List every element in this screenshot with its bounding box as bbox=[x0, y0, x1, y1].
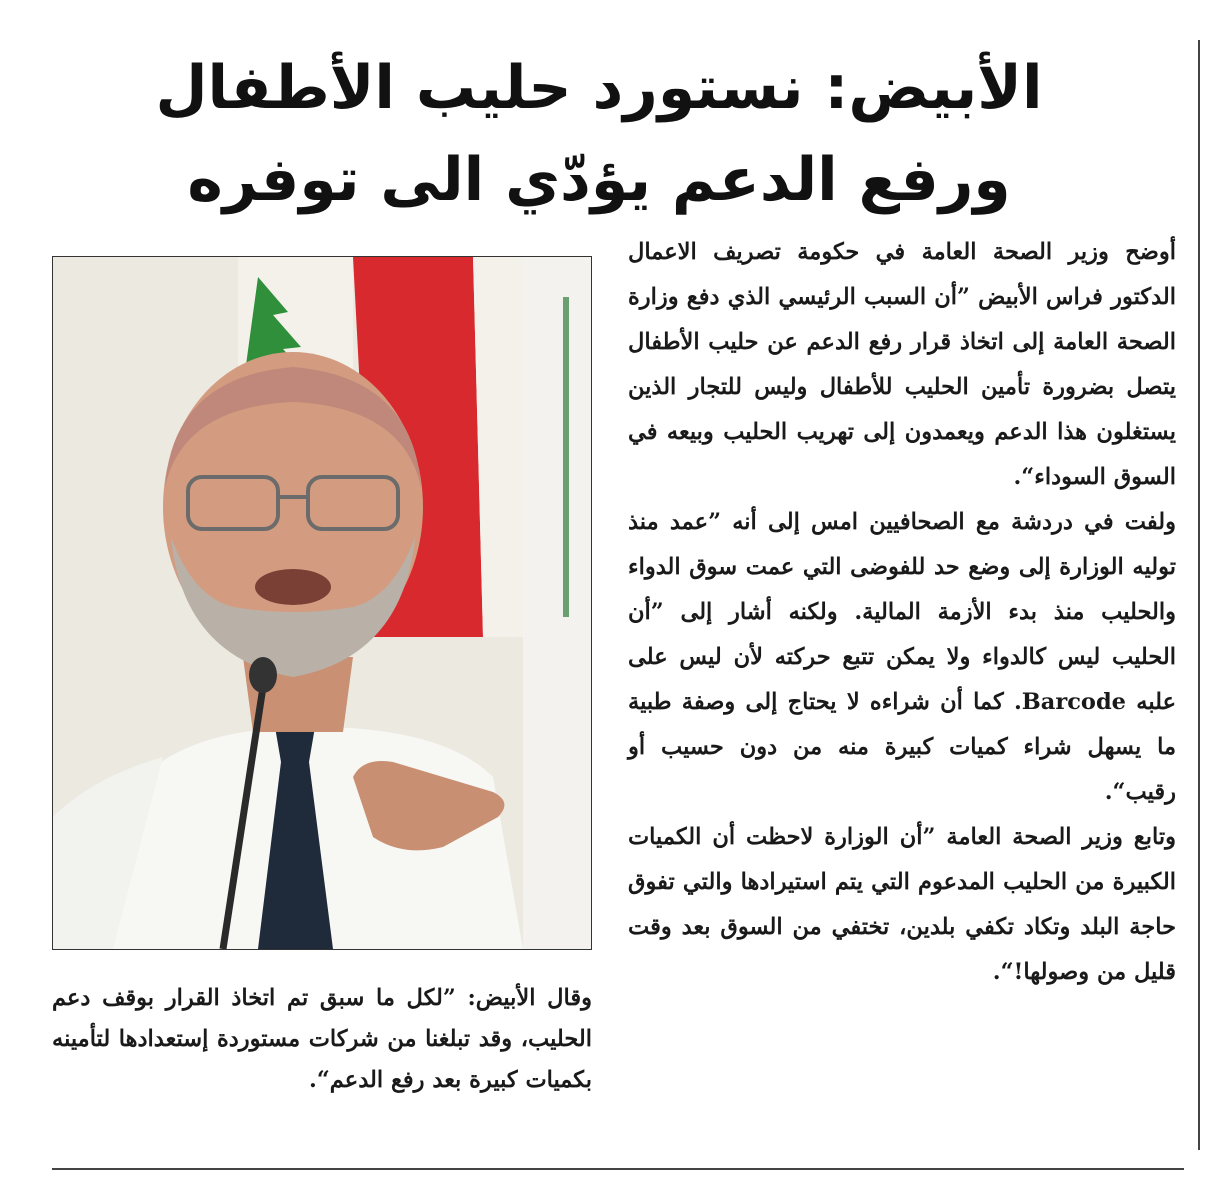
paragraph-2: ولفت في دردشة مع الصحافيين امس إلى أنه ”عمد منذ توليه الوزارة إلى وضع حد للفوضى التي عمت سوق الدواء والحليب منذ بدء الأزمة المالية. ولكنه أشار إلى ”أن الحليب ليس كالدواء ولا يمكن تتبع حركته لأن ليس على علبه Barcode. كما أن شراءه لا يحتاج إلى وصفة طبية ما يسهل شراء كميات كبيرة منه من دون حسيب أو رقيب“. bbox=[628, 509, 1176, 805]
left-paragraph: وقال الأبيض: ”لكل ما سبق تم اتخاذ القرار بوقف دعم الحليب، وقد تبلغنا من شركات مستوردة إستعدادها لتأمينه بكميات كبيرة بعد رفع الدعم“. bbox=[52, 985, 592, 1093]
headline-line-2: ورفع الدعم يؤدّي الى توفره bbox=[187, 145, 1011, 215]
caption-column bbox=[52, 978, 592, 1101]
headline-line-1: الأبيض: نستورد حليب الأطفال bbox=[155, 53, 1043, 123]
article-body bbox=[628, 230, 1176, 995]
paragraph-1: أوضح وزير الصحة العامة في حكومة تصريف الاعمال الدكتور فراس الأبيض ”أن السبب الرئيسي الذي دفع وزارة الصحة العامة إلى اتخاذ قرار رفع الدعم عن حليب الأطفال يتصل بضرورة تأمين الحليب للأطفال وليس للتجار الذين يستغلون هذا الدعم ويعمدون إلى تهريب الحليب وبيعه في السوق السوداء“. bbox=[628, 239, 1176, 490]
bottom-rule bbox=[52, 1168, 1184, 1170]
paragraph-3: وتابع وزير الصحة العامة ”أن الوزارة لاحظت أن الكميات الكبيرة من الحليب المدعوم التي يتم استيرادها والتي تفوق حاجة البلد وتكاد تكفي بلدين، تختفي من السوق بعد وقت قليل من وصولها!“. bbox=[628, 824, 1176, 985]
minister-photo bbox=[52, 256, 592, 950]
headline bbox=[60, 42, 1138, 226]
photo-illustration bbox=[53, 257, 591, 949]
column-divider-right bbox=[1198, 40, 1200, 1150]
